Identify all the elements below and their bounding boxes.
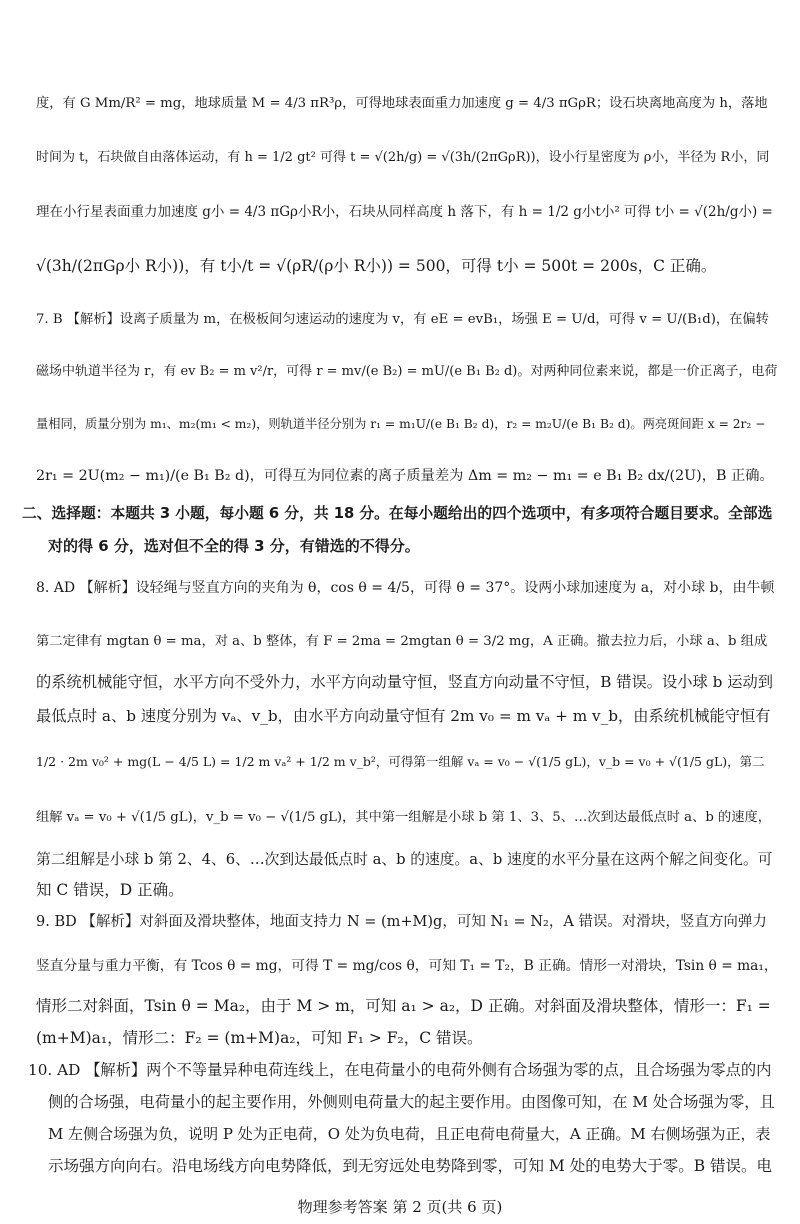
- text-line: 时间为 t，石块做自由落体运动，有 h = 1/2 gt² 可得 t = √(2h/g) = √(3h/(2πGρR))，设小行星密度为 ρ小，半径为 R小，同: [36, 150, 770, 165]
- text-line: 第二组解是小球 b 第 2、4、6、…次到达最低点时 a、b 的速度。a、b 速度的水平分量在这两个解之间变化。可: [36, 851, 773, 868]
- text-line: √(3h/(2πGρ小 R小))，有 t小/t = √(ρR/(ρ小 R小)) = 500，可得 t小 = 500t = 200s，C 正确。: [36, 257, 717, 275]
- text-line: 度，有 G Mm/R² = mg，地球质量 M = 4/3 πR³ρ，可得地球表面重力加速度 g = 4/3 πGρR；设石块离地高度为 h，落地: [36, 96, 768, 111]
- section-heading: 二、选择题：本题共 3 小题，每小题 6 分，共 18 分。在每小题给出的四个选项中，有多项符合题目要求。全部选: [22, 505, 773, 522]
- text-line: 侧的合场强，电荷量小的起主要作用，外侧则电荷量大的起主要作用。由图像可知，在 M 处合场强为零，且: [48, 1093, 775, 1111]
- section-heading: 对的得 6 分，选对但不全的得 3 分，有错选的不得分。: [48, 537, 420, 555]
- text-line: 的系统机械能守恒，水平方向不受外力，水平方向动量守恒，竖直方向动量不守恒，B 错误。设小球 b 运动到: [36, 673, 774, 691]
- text-line: 组解 vₐ = v₀ + √(1/5 gL)，v_b = v₀ − √(1/5 gL)，其中第一组解是小球 b 第 1、3、5、…次到达最低点时 a、b 的速度，: [36, 810, 772, 825]
- text-line: 7. B 【解析】设离子质量为 m，在极板间匀速运动的速度为 v，有 eE = evB₁，场强 E = U/d，可得 v = U/(B₁d)，在偏转: [36, 312, 769, 327]
- text-line: 量相同，质量分别为 m₁、m₂(m₁ < m₂)，则轨道半径分别为 r₁ = m₁U/(e B₁ B₂ d)，r₂ = m₂U/(e B₁ B₂ d)。两亮斑间距 x = 2r₂ −: [36, 417, 766, 431]
- text-line: 1/2 · 2m v₀² + mg(L − 4/5 L) = 1/2 m vₐ² + 1/2 m v_b²，可得第一组解 vₐ = v₀ − √(1/5 gL)，v_b = v₀ + √(1/5 gL)，第二: [36, 754, 765, 769]
- text-line: 最低点时 a、b 速度分别为 vₐ、v_b，由水平方向动量守恒有 2m v₀ = m vₐ + m v_b，由系统机械能守恒有: [36, 707, 771, 725]
- page-footer: 物理参考答案 第 2 页(共 6 页): [297, 1198, 503, 1216]
- text-line: 2r₁ = 2U(m₂ − m₁)/(e B₁ B₂ d)，可得互为同位素的离子质量差为 Δm = m₂ − m₁ = e B₁ B₂ dx/(2U)，B 正确。: [36, 468, 774, 484]
- text-line: 9. BD 【解析】对斜面及滑块整体，地面支持力 N = (m+M)g，可知 N₁ = N₂，A 错误。对滑块，竖直方向弹力: [36, 914, 767, 930]
- text-line: M 左侧合场强为负，说明 P 处为正电荷，O 处为负电荷，且正电荷电荷量大，A 正确。M 右侧场强为正，表: [48, 1125, 771, 1143]
- text-line: 10. AD 【解析】两个不等量异种电荷连线上，在电荷量小的电荷外侧有合场强为零的点，且合场强为零点的内: [28, 1061, 772, 1079]
- text-line: 磁场中轨道半径为 r，有 ev B₂ = m v²/r，可得 r = mv/(e B₂) = mU/(e B₁ B₂ d)。对两种同位素来说，都是一价正离子，电荷: [36, 364, 778, 379]
- text-line: 第二定律有 mgtan θ = ma，对 a、b 整体，有 F = 2ma = 2mgtan θ = 3/2 mg，A 正确。撤去拉力后，小球 a、b 组成: [36, 634, 768, 649]
- text-line: 8. AD 【解析】设轻绳与竖直方向的夹角为 θ，cos θ = 4/5，可得 θ = 37°。设两小球加速度为 a，对小球 b，由牛顿: [36, 580, 775, 596]
- text-line: 竖直分量与重力平衡，有 Tcos θ = mg，可得 T = mg/cos θ，可知 T₁ = T₂，B 正确。情形一对滑块，Tsin θ = ma₁，: [36, 958, 778, 974]
- text-line: 情形二对斜面，Tsin θ = Ma₂，由于 M > m，可知 a₁ > a₂，D 正确。对斜面及滑块整体，情形一：F₁ =: [36, 997, 771, 1015]
- text-line: 示场强方向向右。沿电场线方向电势降低，到无穷远处电势降到零，可知 M 处的电势大于零。B 错误。电: [48, 1157, 773, 1175]
- text-line: 知 C 错误，D 正确。: [36, 881, 184, 899]
- text-line: (m+M)a₁，情形二：F₂ = (m+M)a₂，可知 F₁ > F₂，C 错误。: [36, 1029, 483, 1047]
- text-line: 理在小行星表面重力加速度 g小 = 4/3 πGρ小R小，石块从同样高度 h 落下，有 h = 1/2 g小t小² 可得 t小 = √(2h/g小) =: [36, 204, 773, 220]
